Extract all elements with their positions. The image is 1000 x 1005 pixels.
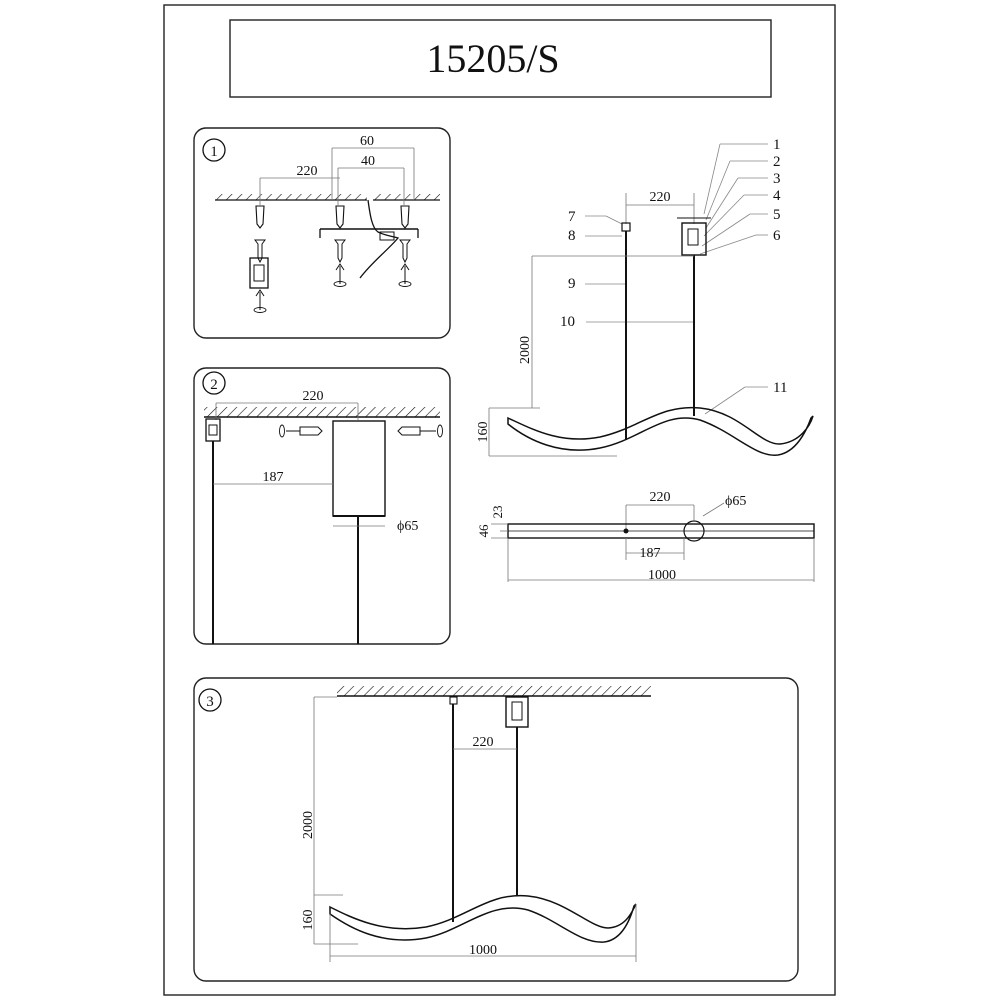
step-1-cable — [360, 200, 398, 278]
overview-dim-220: 220 — [649, 190, 671, 205]
step-2-dim-diam65: ϕ65 — [397, 519, 419, 534]
step-1-ceiling-left — [215, 194, 367, 200]
overview-dim-2000: 2000 — [518, 336, 533, 364]
step-1-dim-220: 220 — [296, 164, 318, 179]
callout-3: 3 — [773, 171, 781, 187]
step-1-screw-mid — [335, 240, 345, 262]
callout-10: 10 — [560, 314, 575, 330]
step-3-dim-2000: 2000 — [301, 811, 316, 839]
step-2-panel — [194, 368, 450, 644]
step-2-canopy — [333, 421, 385, 516]
step-1-panel — [194, 128, 450, 338]
top-view-dim-220: 220 — [649, 490, 671, 505]
callout-9: 9 — [568, 276, 576, 292]
top-view-dim-diam65: ϕ65 — [725, 494, 747, 509]
step-2-dim-187: 187 — [262, 470, 284, 485]
callout-8: 8 — [568, 228, 576, 244]
step-3-dim-160: 160 — [301, 909, 316, 931]
step-3-badge-number: 3 — [206, 694, 214, 710]
step-1-dim-40: 40 — [361, 154, 375, 169]
step-3-frame — [194, 678, 798, 981]
step-2-badge-number: 2 — [210, 377, 218, 393]
overview-wave-light — [508, 408, 813, 456]
callout-4: 4 — [773, 188, 781, 204]
callout-11: 11 — [773, 380, 788, 396]
step-1-anchor-mid — [336, 206, 344, 228]
step-3-panel — [194, 678, 798, 981]
overview-cable-grip — [622, 223, 630, 231]
overview-diagram — [476, 137, 813, 456]
top-view-dim-1000: 1000 — [648, 568, 676, 583]
overview-canopy — [682, 223, 706, 255]
top-view-dim-187: 187 — [639, 546, 661, 561]
callout-6: 6 — [773, 228, 781, 244]
step-2-screw-right — [398, 427, 420, 435]
step-3-cable-grip — [450, 697, 457, 704]
step-1-canopy-clip — [250, 258, 268, 288]
step-1-anchor-right — [401, 206, 409, 228]
step-1-screw-left — [255, 240, 265, 262]
top-view-diagram — [476, 490, 814, 583]
callout-5: 5 — [773, 207, 781, 223]
step-3-ceiling — [337, 686, 651, 696]
step-3-wave-light — [330, 896, 636, 943]
product-model-title: 15205/S — [426, 36, 560, 81]
overview-dim-160: 160 — [476, 421, 491, 443]
step-1-ceiling-right — [373, 194, 440, 200]
step-1-screw-right — [400, 240, 410, 262]
top-view-dim-23: 23 — [490, 505, 505, 519]
step-2-cable-grip — [206, 419, 220, 441]
step-3-dim-1000: 1000 — [469, 943, 497, 958]
step-1-anchor-left — [256, 206, 264, 228]
step-2-ceiling — [204, 407, 440, 417]
callout-2: 2 — [773, 154, 781, 170]
callout-7: 7 — [568, 209, 576, 225]
top-view-grip-point — [624, 529, 629, 534]
step-1-badge-number: 1 — [210, 144, 218, 160]
step-3-dim-220: 220 — [472, 735, 494, 750]
callout-1: 1 — [773, 137, 781, 153]
step-1-frame — [194, 128, 450, 338]
step-1-dim-60: 60 — [360, 134, 374, 149]
step-2-dim-220: 220 — [302, 389, 324, 404]
step-2-screw-left — [300, 427, 322, 435]
top-view-dim-46: 46 — [476, 524, 491, 538]
